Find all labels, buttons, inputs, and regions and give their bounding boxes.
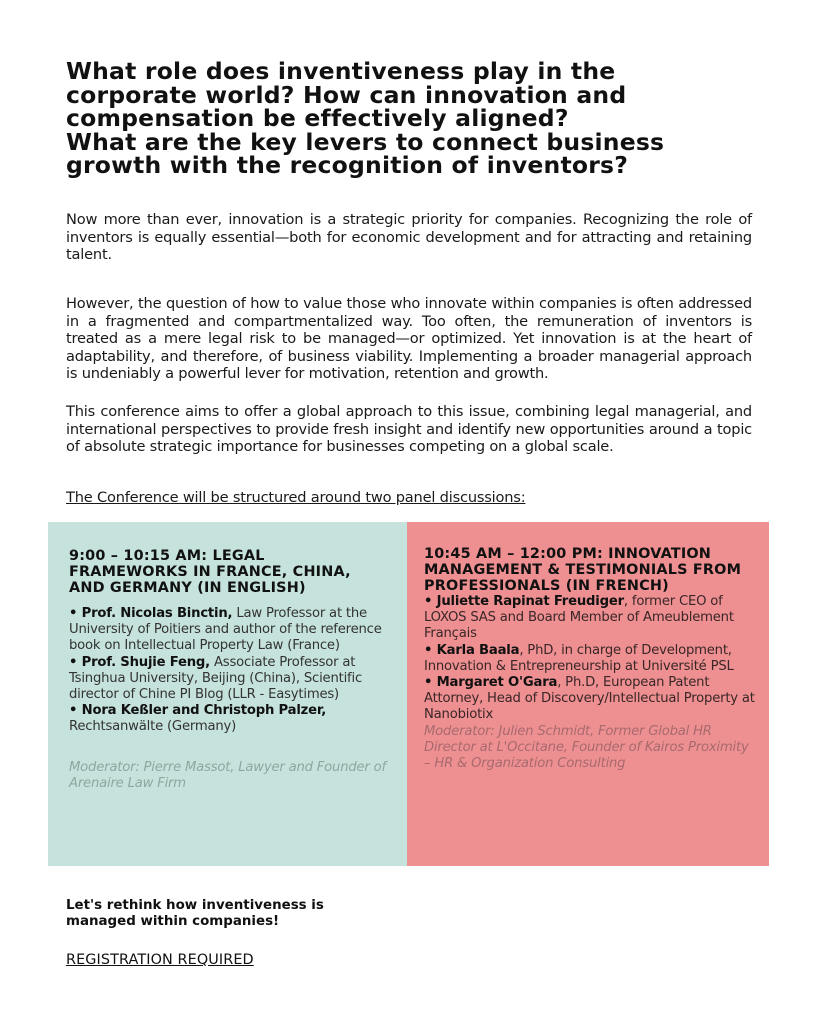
panel-title: 9:00 – 10:15 AM: LEGAL FRAMEWORKS IN FRANCE, CHINA, AND GERMANY (IN ENGLISH) [69,548,351,596]
speaker-name: • Prof. Nicolas Binctin, [69,606,233,621]
intro-paragraph: This conference aims to offer a global approach to this issue, combining legal managerial, and international perspectives to provide fresh insight and identify new opportunities around a topic of absolute strategic importance for businesses competing on a global scale. [66,403,752,455]
intro-paragraph: However, the question of how to value those who innovate within companies is often addressed in a fragmented and compartmentalized way. Too often, the remuneration of inventors is treated as a mere legal risk to be managed—or optimized. Yet innovation is at the heart of adaptability, and therefore, of business viability. Implementing a broader managerial approach is undeniably a powerful lever for motivation, retention and growth. [66,295,752,382]
speaker-item [69,703,387,735]
panel-innovation-management [407,522,769,866]
call-to-action: Let's rethink how inventiveness is managed within companies! [66,898,324,929]
headline-line: compensation be effectively aligned? [66,104,569,132]
headline-line: What are the key levers to connect business [66,127,665,156]
speaker-item [424,594,755,643]
structure-note: The Conference will be structured around two panel discussions: [66,489,526,506]
speaker-role: Associate Professor at Tsinghua University, Beijing (China), Scientific director of Chine PI Blog (LLR - Easytimes) [69,654,362,703]
panel-title: 10:45 AM – 12:00 PM: INNOVATION MANAGEMENT & TESTIMONIALS FROM PROFESSIONALS (IN FRENCH) [424,546,742,594]
speaker-item [424,643,755,675]
speaker-name: • Nora Keßler and Christoph Palzer, [69,703,327,719]
headline-line: What role does inventiveness play in the [66,57,616,85]
headline-line: growth with the recognition of inventors? [66,151,629,179]
speaker-role: , Ph.D, European Patent Attorney, Head of Discovery/Intellectual Property at Nanobiotix [424,675,755,723]
speaker-name: • Karla Baala [424,642,520,658]
speaker-role: , former CEO of LOXOS SAS and Board Member of Ameublement Français [424,594,734,642]
headline [66,57,766,179]
speaker-role: Rechtsanwälte (Germany) [69,719,237,735]
speaker-role: Law Professor at the University of Poitiers and author of the reference book on Intellectual Property Law (France) [69,606,382,654]
speaker-name: • Prof. Shujie Feng, [69,654,210,670]
speaker-item [69,655,387,704]
panel-legal-frameworks [48,522,407,866]
intro-paragraph: Now more than ever, innovation is a strategic priority for companies. Recognizing the role of inventors is equally essential—both for economic development and for attracting and retaining talent. [66,211,752,263]
speaker-item [424,675,755,724]
moderator: Moderator: Julien Schmidt, Former Global HR Director at L'Occitane, Founder of Kairos Proximity – HR & Organization Consulting [424,723,749,772]
moderator: Moderator: Pierre Massot, Lawyer and Founder of Arenaire Law Firm [69,759,386,791]
speaker-name: • Margaret O'Gara [424,675,558,691]
speaker-name: • Juliette Rapinat Freudiger [424,594,624,609]
registration-link[interactable]: REGISTRATION REQUIRED [66,952,254,968]
speaker-item [69,606,387,655]
speaker-role: , PhD, in charge of Development, Innovation & Entrepreneurship at Université PSL [424,642,734,674]
headline-line: corporate world? How can innovation and [66,80,627,109]
